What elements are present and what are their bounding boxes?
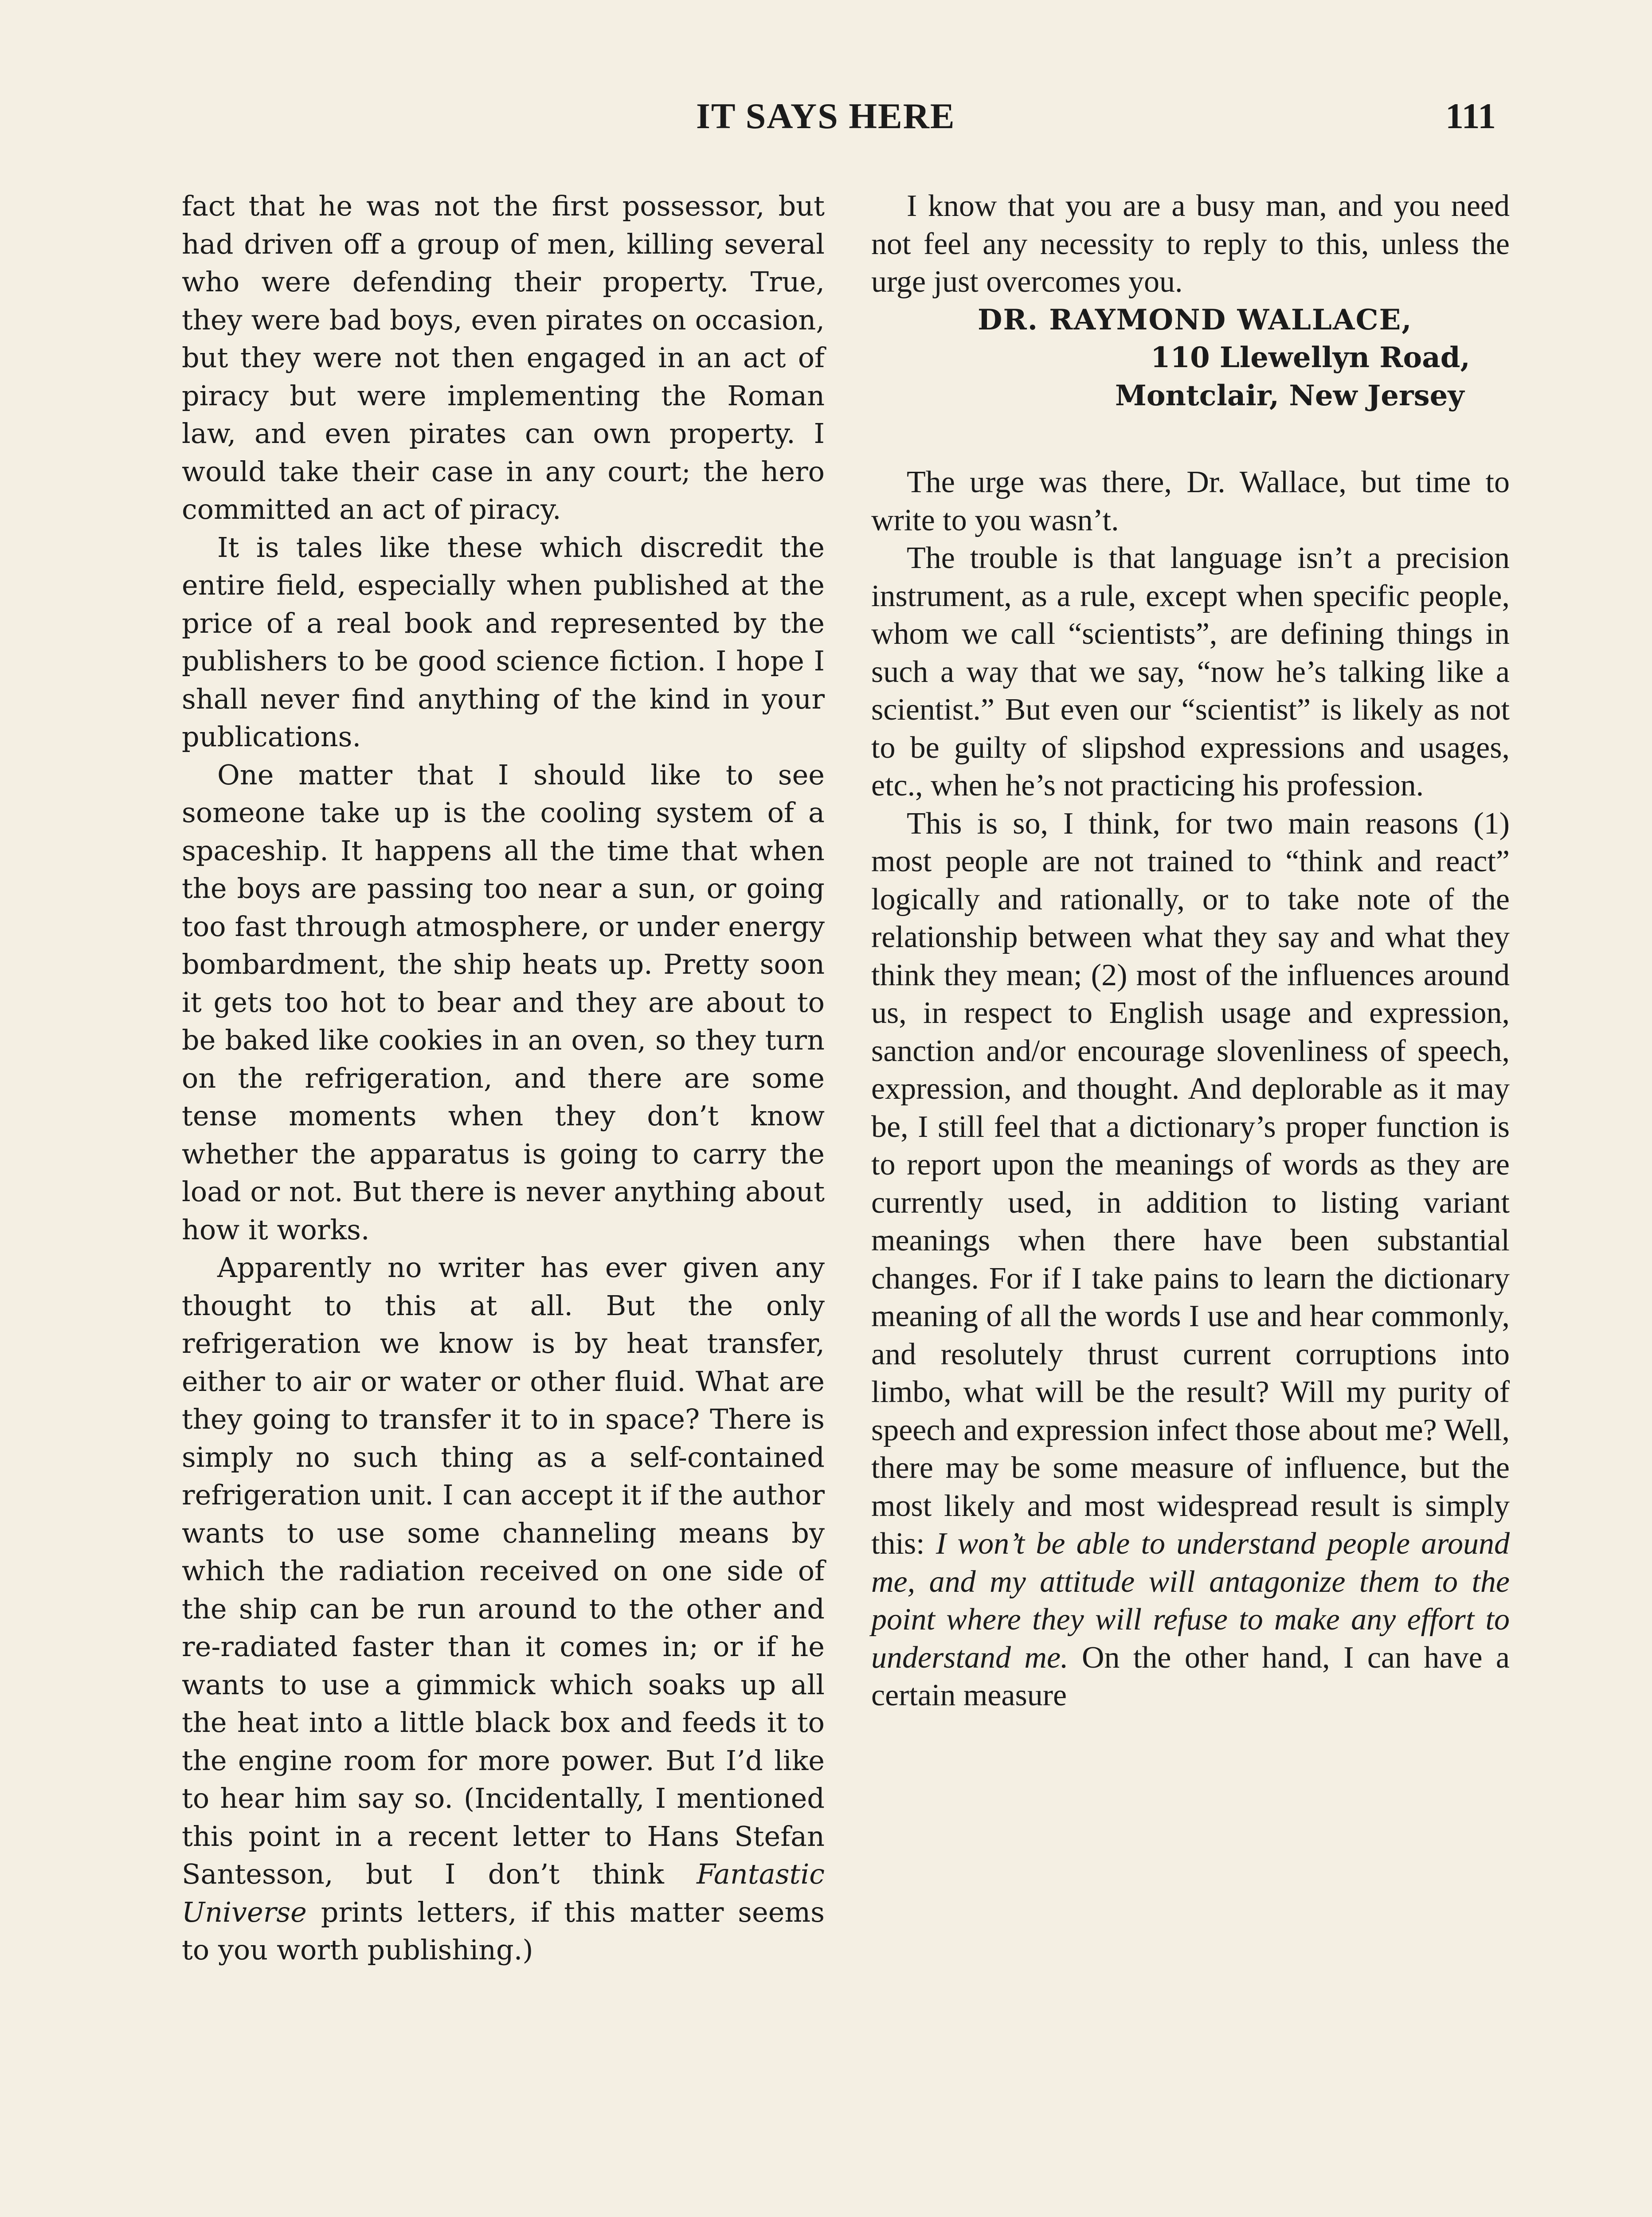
right-column (871, 187, 1510, 1715)
signature-name: DR. RAYMOND WALLACE, (978, 303, 1413, 337)
signature-address-street: 110 Llewellyn Road, (1151, 341, 1470, 374)
reply-paragraph-1: The urge was there, Dr. Wallace, but time to write to you wasn’t. (871, 465, 1510, 537)
letter-closing-paragraph: I know that you are a busy man, and you need not feel any necessity to reply to this, unless the urge just overcomes you. (871, 189, 1510, 299)
letter-paragraph-2: It is tales like these which discredit the entire field, especially when published at the price of a real book and represented by the publishers to be good science fiction. I hope I shall never find anything of the kind in your publications. (182, 531, 825, 753)
signature-address-city: Montclair, New Jersey (1115, 379, 1464, 412)
letter-paragraph-4-end: prints letters, if this matter seems to you worth publishing.) (182, 1896, 825, 1966)
letter-paragraph-4-text: Apparently no writer has ever given any thought to this at all. But the only refrigeration we know is by heat transfer, either to air or water or other fluid. What are they going to transfer it to in space? There is simply no such thing as a self-contained refrigeration unit. I can accept it if the author wants to use some channeling means by which the radiation received on one side of the ship can be run around to the other and re-radiated faster than it comes in; or if he wants to use a gimmick which soaks up all the heat into a little black box and feeds it to the engine room for more power. But I’d like to hear him say so. (Incidentally, I mentioned this point in a recent letter to Hans Stefan Santesson, but I don’t think (182, 1251, 825, 1890)
reply-italic-passage: I won’t be able to understand people around me, and my attitude will antagonize them to the point where they will refuse to make any effort to understand me. (871, 1527, 1510, 1675)
reply-paragraph-2: The trouble is that language isn’t a precision instrument, as a rule, except when specific people, whom we call “scientists”, are defining things in such a way that we say, “now he’s talking like a scientist.” But even our “scientist” is likely as not to be guilty of slipshod expressions and usages, etc., when he’s not practicing his profession. (871, 541, 1510, 803)
letter-paragraph-3: One matter that I should like to see someone take up is the cooling system of a spaceship. It happens all the time that when the boys are passing too near a sun, or going too fast through atmosphere, or under energy bombardment, the ship heats up. Pretty soon it gets too hot to bear and they are about to be baked like cookies in an oven, so they turn on the refrigeration, and there are some tense moments when they don’t know whether the apparatus is going to carry the load or not. But there is never anything about how it works. (182, 758, 825, 1246)
page-number: 111 (1445, 96, 1496, 136)
magazine-title: Fantastic Universe (182, 1858, 825, 1928)
reply-spacer (871, 415, 1510, 463)
left-column (182, 187, 825, 1969)
signature-block (871, 301, 1510, 415)
letter-paragraph-1: fact that he was not the first possessor, but had driven off a group of men, killing several who were defending their property. True, they were bad boys, even pirates on occasion, but they were not then engaged in an act of piracy but were implementing the Roman law, and even pirates can own property. I would take their case in any court; the hero committed an act of piracy. (182, 190, 825, 525)
letter-paragraph-4 (182, 1249, 825, 1969)
reply-paragraph-3-text: This is so, I think, for two main reasons (1) most people are not trained to “think and react” logically and rationally, or to take note of the relationship between what they say and what they think they mean; (2) most of the influences around us, in respect to English usage and expression, sanction and/or encourage slovenliness of speech, expression, and thought. And deplorable as it may be, I still feel that a dictionary’s proper function is to report upon the meanings of words as they are currently used, in addition to listing variant meanings when there have been substantial changes. For if I take pains to learn the dictionary meaning of all the words I use and hear commonly, and resolutely thrust current corruptions into limbo, what will be the result? Will my purity of speech and expression infect those about me? Well, there may be some measure of influence, but the most likely and most widespread result is simply this: (871, 806, 1510, 1561)
reply-paragraph-3 (871, 805, 1510, 1715)
reply-paragraph-3-end: On the other hand, I can have a certain measure (871, 1640, 1510, 1712)
page-header (0, 95, 1652, 144)
running-head: IT SAYS HERE (696, 96, 955, 136)
